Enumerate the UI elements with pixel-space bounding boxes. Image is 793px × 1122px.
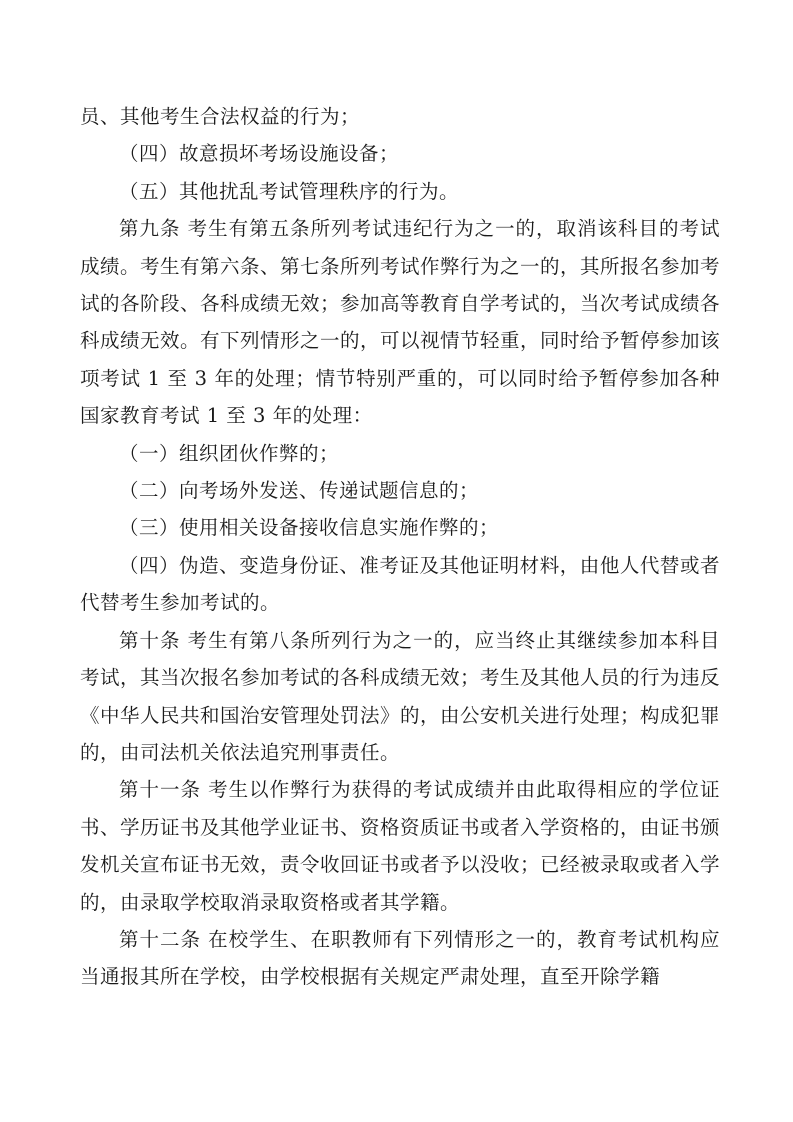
- paragraph-article-ten: 第十条 考生有第八条所列行为之一的，应当终止其继续参加本科目考试，其当次报名参加考试的各科成绩无效；考生及其他人员的行为违反《中华人民共和国治安管理处罚法》的，由公安机关进行处理；构成犯罪的，由司法机关依法追究刑事责任。: [80, 628, 721, 764]
- paragraph-item-three: （三）使用相关设备接收信息实施作弊的；: [119, 516, 500, 540]
- paragraph-item-two: （二）向考场外发送、传递试题信息的；: [119, 479, 480, 503]
- paragraph-article-eleven: 第十一条 考生以作弊行为获得的考试成绩并由此取得相应的学位证书、学历证书及其他学业证书、资格资质证书或者入学资格的，由证书颁发机关宣布证书无效，责令收回证书或者予以没收；已经被录取或者入学的，由录取学校取消录取资格或者其学籍。: [80, 778, 721, 914]
- document-body: [80, 98, 720, 996]
- paragraph-item-four: （四）故意损坏考场设施设备；: [119, 142, 400, 166]
- paragraph-continuation: 员、其他考生合法权益的行为；: [80, 105, 361, 128]
- paragraph-article-twelve: 第十二条 在校学生、在职教师有下列情形之一的，教育考试机构应当通报其所在学校，由学校根据有关规定严肃处理，直至开除学籍: [80, 927, 720, 989]
- paragraph-item-five: （五）其他扰乱考试管理秩序的行为。: [119, 179, 460, 203]
- paragraph-article-nine: 第九条 考生有第五条所列考试违纪行为之一的，取消该科目的考试成绩。考生有第六条、第七条所列考试作弊行为之一的，其所报名参加考试的各阶段、各科成绩无效；参加高等教育自学考试的，当次考试成绩各科成绩无效。有下列情形之一的，可以视情节轻重，同时给予暂停参加该项考试 1 至 3 年的处理；情节特别严重的，可以同时给予暂停参加各种国家教育考试 1 至 3 年的处理：: [80, 217, 721, 428]
- paragraph-item-one: （一）组织团伙作弊的；: [119, 441, 340, 465]
- paragraph-item-four-b: （四）伪造、变造身份证、准考证及其他证明材料，由他人代替或者代替考生参加考试的。: [80, 553, 720, 615]
